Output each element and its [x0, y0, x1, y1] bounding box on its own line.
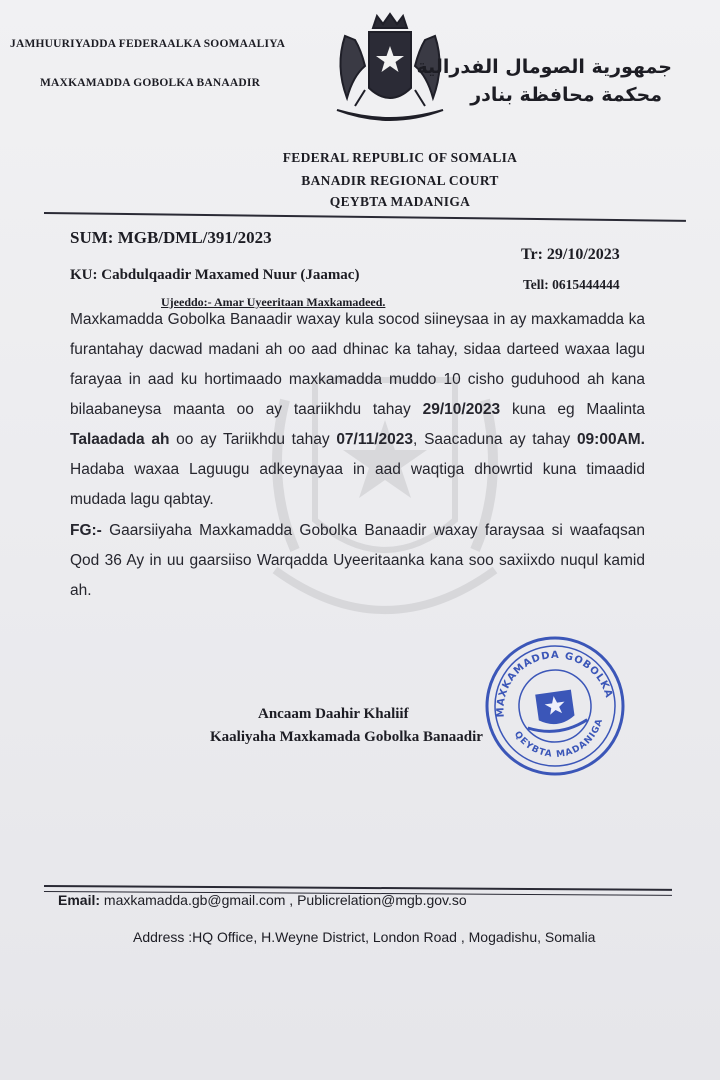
recipient-phone: Tell: 0615444444 [523, 277, 620, 292]
letter-date: Tr: 29/10/2023 [521, 246, 620, 263]
header-division: QEYBTA MADANIGA [329, 194, 471, 209]
svg-text:MAXKAMADDA GOBOLKA BANAADIR: MAXKAMADDA GOBOLKA [495, 649, 615, 718]
recipient: KU: Cabdulqaadir Maxamed Nuur (Jaamac) [70, 267, 360, 283]
reference-number: SUM: MGB/DML/391/2023 [70, 228, 272, 247]
header-court-english: BANADIR REGIONAL COURT [301, 173, 499, 188]
footer-address: Address :HQ Office, H.Weyne District, London Road , Mogadishu, Somalia [133, 929, 596, 945]
header-divider [44, 212, 686, 222]
letter-body: Maxkamadda Gobolka Banaadir waxay kula socod siineysaa in ay maxkamadda ka furantahay dacwad madani ah oo aad dhinac ka tahay, sidaa darteed waxaa lagu farayaa in aad ku hortimaado maxkamadda muddo 10 cisho guduhood ah kana bilaabaneysa maanta oo ay taariikhdu tahay 29/10/2023 kuna eg Maalinta Talaadada ah oo ay Tariikhdu tahay 07/11/2023, Saacaduna ay tahay 09:00AM. Hadaba waxaa Laguugu adkeynayaa in aad waqtiga dhowrtid kuna timaadid mudada lagu qabtay. [70, 311, 646, 508]
header-court-arabic: محكمة محافظة بنادر [470, 84, 662, 106]
note-paragraph: FG:- Gaarsiiyaha Maxkamadda Gobolka Banaadir waxay faraysaa si waafaqsan Qod 36 Ay in uu gaarsiiso Warqadda Uyeeritaanka kana soo saxiixdo nuqul kamid ah. [70, 522, 645, 599]
court-stamp-icon [481, 632, 629, 780]
subject-line: Ujeeddo:- Amar Uyeeritaan Maxkamadeed. [161, 295, 386, 309]
header-republic-english: FEDERAL REPUBLIC OF SOMALIA [282, 150, 518, 165]
header-republic-arabic: جمهورية الصومال الفدرالية [416, 56, 672, 78]
svg-text:QEYBTA MADANIGA: QEYBTA MADANIGA [511, 717, 606, 761]
header-court-somali: MAXKAMADDA GOBOLKA BANAADIR [40, 77, 261, 89]
signatory-title: Kaaliyaha Maxkamada Gobolka Banaadir [210, 729, 483, 745]
signatory-name: Ancaam Daahir Khaliif [258, 706, 409, 722]
header-republic-somali: JAMHUURIYADDA FEDERAALKA SOOMAALIYA [10, 38, 286, 50]
footer-email: Email: maxkamadda.gb@gmail.com , Publicrelation@mgb.gov.so [58, 892, 467, 908]
